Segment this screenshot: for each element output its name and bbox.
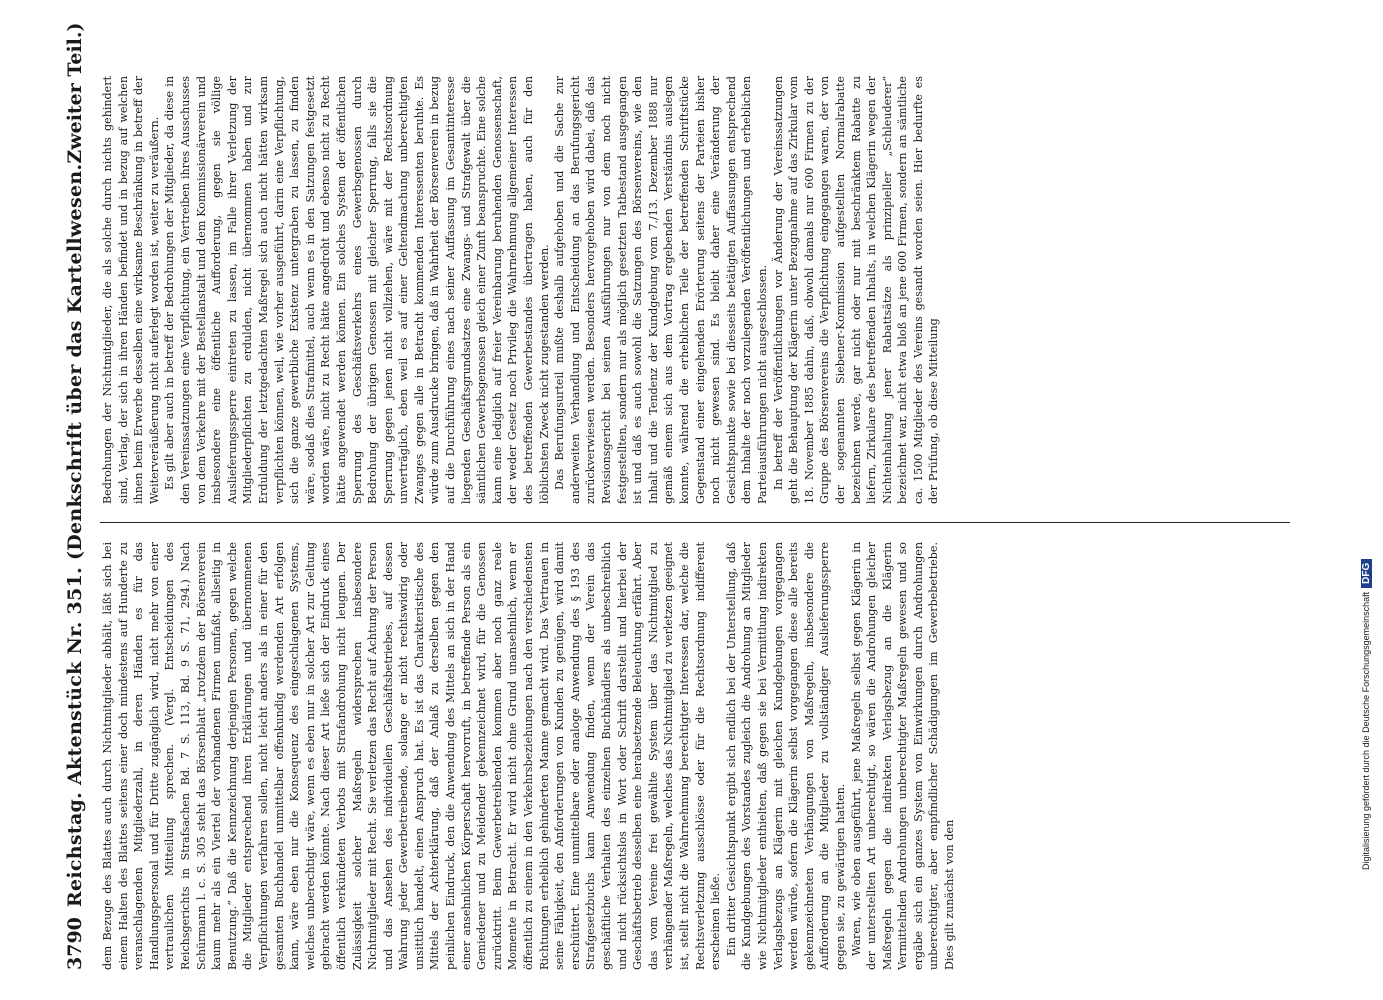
paragraph: Ein dritter Gesichtspunkt ergibt sich endlich bei der Unterstellung, daß die Kundgebungen des Vorstandes zugleich die Androhung an Mitglieder wie Nichtmitglieder enthielten, daß gegen sie bei Vermittlung indirekten Verlagsbezugs an Klägerin mit gleichen Kundgebungen vorgegangen werden würde, sofern die Klägerin selbst vorgegangen diese alle bereits gekennzeichneten Verhängungen von Maßregeln, insbesondere die Aufforderung an die Mitglieder zu vollständiger Auslieferungssperre gegen sie, zu gewärtigen hatten. (724, 542, 847, 970)
paragraph: Waren, wie oben ausgeführt, jene Maßregeln selbst gegen Klägerin in der unterstellten Art unberechtigt, so wären die Androhungen gleicher Maßregeln gegen die indirekten Verlagsbezug an die Klägerin Vermittelnden Androhungen unberechtigter Maßregeln gewesen und so ergäbe sich ein ganzes System von Einwirkungen durch Androhungen unberechtigter, aber empfindlicher Schädigungen im Gewerbebetriebe. Dies gilt zunächst von den (849, 542, 957, 970)
page-part: Zweiter Teil.) (64, 22, 86, 164)
right-column (100, 76, 1290, 504)
paragraph: Bedrohungen der Nichtmitglieder, die als solche durch nichts gehindert sind, Verlag, der sich in ihren Händen befindet und in bezug auf welchen ihnen beim Erwerbe desselben eine wirksame Beschränkung in betreff der Weiterveräußerung nicht auferlegt worden ist, weiter zu veräußern. (101, 76, 161, 504)
credit-text: Digitalisierung gefördert durch die Deutsche Forschungsgemeinschaft (1361, 591, 1371, 870)
paragraph: Es gilt aber auch in betreff der Bedrohungen der Mitglieder, da diese in den Vereinssatzungen eine Verpflichtung, ein Vertreiben ihres Ausschusses von dem Verkehre mit der Bestellanstalt und dem Kommissionärverein und insbesondere eine öffentliche Aufforderung, gegen sie völlige Auslieferungssperre eintreten zu lassen, im Falle ihrer Verletzung der Mitgliederpflichten zu erdulden, nicht übernommen haben und zur Erduldung der letztgedachten Maßregel sich auch nicht hätten wirksam verpflichten können, weil, wie vorher ausgeführt, darin eine Verpflichtung, sich die ganze gewerbliche Existenz untergraben zu lassen, zu finden wäre, sodaß dies Strafmittel, auch wenn es in den Satzungen festgesetzt worden wäre, nicht zu Recht hätte angedroht und ebenso nicht zu Recht hätte angewendet werden können. Ein solches System der öffentlichen Sperrung des Geschäftsverkehrs eines Gewerbsgenossen durch Bedrohung der übrigen Genossen mit gleicher Sperrung, falls sie die Sperrung gegen jenen nicht vollziehen, wäre mit der Rechtsordnung unverträglich, eben weil es auf einer Geltendmachung unberechtigten Zwanges gegen alle in Betracht kommenden Interessenten beruhte. Es würde zum Ausdrucke bringen, daß in Wahrheit der Börsenverein in bezug auf die Durchführung eines nach seiner Auffassung im Gesamtinteresse liegenden Geschäftsgrundsatzes eine Zwangs- und Strafgewalt über die sämtlichen Gewerbsgenossen gleich einer Zunft beanspruchte. Eine solche kann eine lediglich auf freier Vereinbarung beruhenden Genossenschaft, der weder Gesetz noch Privileg die Wahrnehmung allgemeiner Interessen des betreffenden Gewerbestandes übertragen haben, auch für den löblichsten Zweck nicht zugestanden werden. (163, 76, 551, 504)
digitization-credit (1357, 10, 1375, 870)
paragraph: In betreff der Veröffentlichungen vor Änderung der Vereinssatzungen geht die Behauptung der Klägerin unter Bezugnahme auf das Zirkular vom 18. November 1885 dahin, daß, obwohl damals nur 600 Firmen zu der Gruppe des Börsenvereins die Verpflichtung eingegangen waren, der von der sogenannten Siebener-Kommission aufgestellten Normalrabatte bezeichnen werde, gar nicht oder nur mit beschränktem Rabatte zu liefern, Zirkulare des betreffenden Inhalts, in welchen Klägerin wegen der Nichteinhaltung jener Rabattsätze als prinzipieller „Schleuderer“ bezeichnet war, nicht etwa bloß an jene 600 Firmen, sondern an sämtliche ca. 1500 Mitglieder des Vereins gesandt worden seien. Hier bedurfte es der Prüfung, ob diese Mitteilung (771, 76, 941, 504)
page-header (60, 22, 90, 970)
rotated-document (60, 22, 1310, 970)
dfg-logo: DFG (1361, 559, 1372, 588)
page-title: Reichstag. Aktenstück Nr. 351. (Denkschrift über das Kartellwesen. (64, 163, 86, 908)
column-divider (100, 522, 1290, 523)
page-number: 3790 (64, 917, 86, 970)
paragraph: dem Bezuge des Blattes auch durch Nichtmitglieder abhält, läßt sich bei einem Halten des Blattes seitens einer doch mindestens auf Hunderte zu veranschlagenden Mitgliederzahl, in deren Händen es für das Handlungspersonal und für Dritte zugänglich wird, nicht mehr von einer vertraulichen Mitteilung sprechen. (Vergl. Entscheidungen des Reichsgerichts in Strafsachen Bd. 7 S. 113, Bd. 9 S. 71, 294.) Nach Schürmann l. c. S. 305 steht das Börsenblatt „trotzdem der Börsenverein kaum mehr als ein Viertel der vorhandenen Firmen umfaßt, allseitig in Benutzung.“ Daß die Kennzeichnung derjenigen Personen, gegen welche die Mitglieder entsprechend ihren Erklärungen und übernommenen Verpflichtungen verfahren sollen, nicht leicht anders als in einer für den gesamten Buchhandel unmittelbar offenkundig werdenden Art erfolgen kann, wäre eben nur die Konsequenz des eingeschlagenen Systems, welches unberechtigt wäre, wenn es eben nur in solcher Art zur Geltung gebracht werden könnte. Nach dieser Art ließe sich der Eindruck eines öffentlich verkündeten Verbots mit Strafandrohung nicht leugnen. Der Zulässigkeit solcher Maßregeln widersprechen insbesondere Nichtmitglieder mit Recht. Sie verletzen das Recht auf Achtung der Person und das Ansehen des individuellen Geschäftsbetriebes, auf dessen Wahrung jeder Gewerbetreibende, solange er nicht rechtswidrig oder unsittlich handelt, einen Anspruch hat. Es ist das Charakteristische des Mittels der Achterklärung, daß der Anlaß zu derselben gegen den peinlichen Eindruck, den die Anwendung des Mittels an sich in der Hand einer ansehnlichen Körperschaft hervorruft, in betreffende Person als ein Gemiedener und zu Meidender gekennzeichnet wird, für die Genossen zurücktritt. Beim Gewerbetreibenden kommen aber noch ganz reale Momente in Betracht. Er wird nicht ohne Grund unansehnlich, wenn er öffentlich zu einem in den Verkehrsbeziehungen nach den verschiedensten Richtungen erheblich gehinderten Manne gemacht wird. Das Vertrauen in seine Fähigkeit, den Anforderungen von Kunden zu genügen, wird damit erschüttert. Eine unmittelbare oder analoge Anwendung des § 193 des Strafgesetzbuchs kann Anwendung finden, wenn der Verein das geschäftliche Verhalten des einzelnen Buchhändlers als unbeschreiblich und nicht rücksichtslos in Wort oder Schrift darstellt und hierbei der Geschäftsbetrieb desselben eine herabsetzende Beleuchtung erfährt. Aber das vom Vereine frei gewählte System über das Nichtmitglied zu verhängender Maßregeln, welches das Nichtmitglied zu verletzen geeignet ist, stellt nicht die Wahrnehmung berechtigter Interessen dar, welche die Rechtsverletzung ausschlösse oder für die Rechtsordnung indifferent erscheinen ließe. (101, 542, 723, 970)
paragraph: Das Berufungsurteil mußte deshalb aufgehoben und die Sache zur anderweiten Verhandlung und Entscheidung an das Berufungsgericht zurückverwiesen werden. Besonders hervorgehoben wird dabei, daß das Revisionsgericht bei seinen Ausführungen nur von dem noch nicht festgestellten, sondern nur als möglich gesetzten Tatbestand ausgegangen ist und daß es auch sowohl die Satzungen des Börsenvereins, wie den Inhalt und die Tendenz der Kundgebung vom 7./13. Dezember 1888 nur gemäß einem sich aus dem Vortrag ergebenden Verständnis auslegen konnte, während die erheblichen Teile der betreffenden Schriftstücke Gegenstand einer eingehenden Erörterung seitens der Parteien bisher noch nicht gewesen sind. Es bleibt daher eine Veränderung der Gesichtspunkte sowie bei diesseits betätigten Auffassungen entsprechend dem Inhalte der noch vorzulegenden Veröffentlichungen und erheblichen Parteiausführungen nicht ausgeschlossen. (553, 76, 769, 504)
left-column (100, 542, 1290, 970)
